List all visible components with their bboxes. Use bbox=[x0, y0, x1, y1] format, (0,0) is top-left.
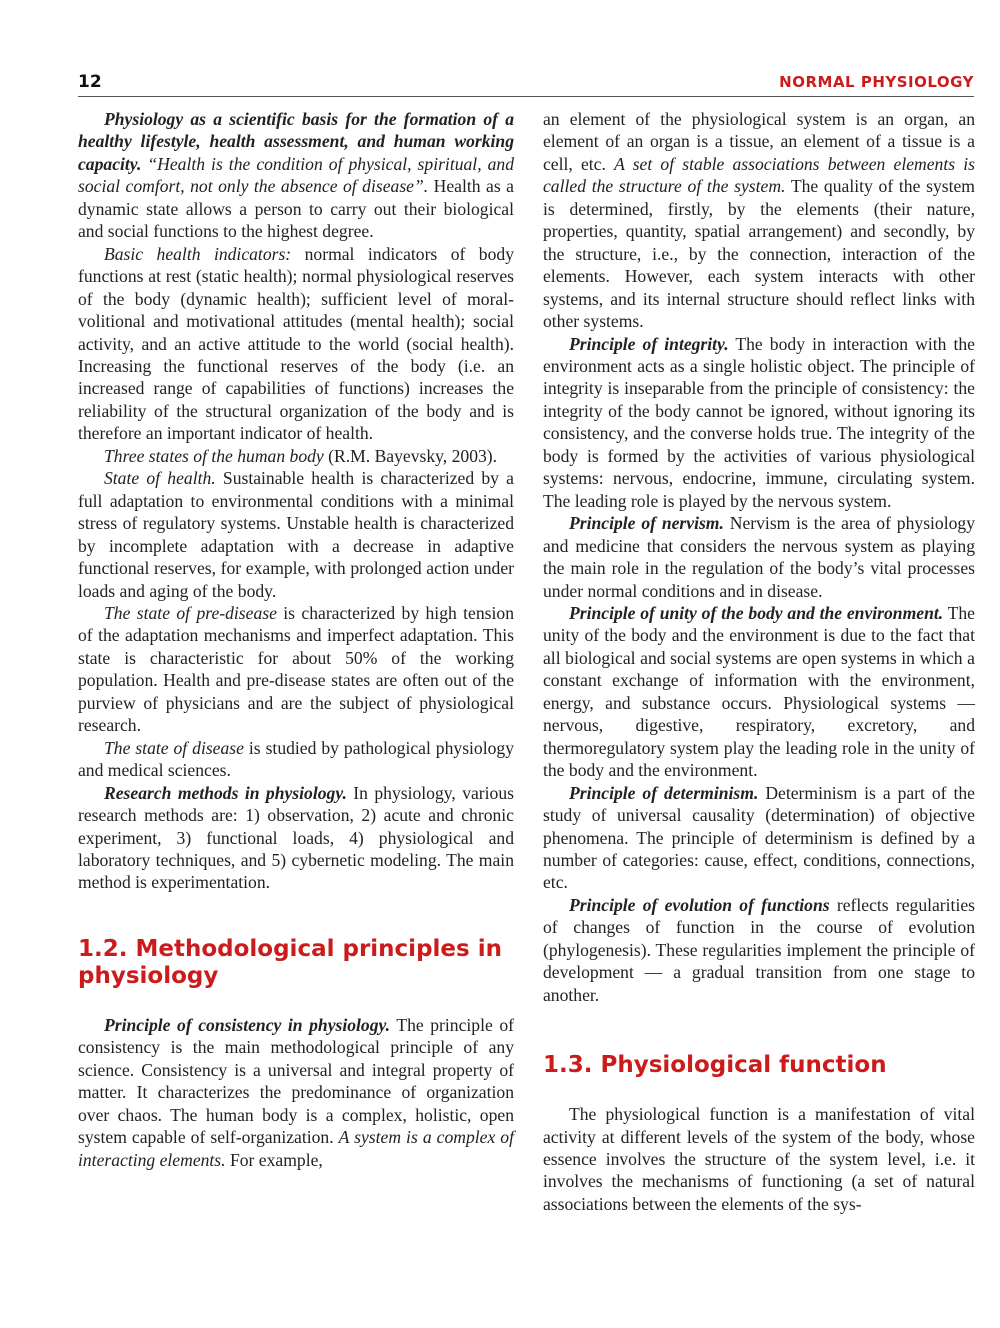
paragraph-lead: Physiology as a scientific basis for the formation of a healthy lifestyle, health assessment, and human working capacity. bbox=[78, 109, 514, 174]
paragraph-health-indicators: Basic health indicators: normal indicators of body functions at rest (static health); normal physiological reserves of the body (dynamic health); sufficient level of moral-volitional and motivational attitudes (mental health); social activity, and an active attitude to the world (social health). Increasing the functional reserves of the body (i.e. an increased range of capabilities of functions) increases the reliability of the structural organization of the body and is therefore an important indicator of health. bbox=[78, 243, 514, 444]
system-definition: A system is a complex of interacting elements. bbox=[78, 1127, 514, 1170]
running-title: NORMAL PHYSIOLOGY bbox=[779, 73, 974, 91]
paragraph-unity: Principle of unity of the body and the environment. The unity of the body and the environment is due to the fact that all biological and social systems are open systems in which a constant exchange of information with the environment, energy, and substance occurs. Physiological systems — nervous, digestive, respiratory, excretory, and thermoregulatory system play the leading role in the unity of the body and the environment. bbox=[543, 602, 975, 781]
paragraph-lead: Principle of unity of the body and the environment. bbox=[569, 602, 944, 623]
paragraph-integrity: Principle of integrity. The body in interaction with the environment acts as a single holistic object. The principle of integrity is inseparable from the principle of consistency: the integrity of the body cannot be ignored, without ignoring its consistency, and the converse holds true. The integrity of the body is formed by the activities of various physiological systems: nervous, endocrine, immune, circulating system. The leading role is played by the nervous system. bbox=[543, 333, 975, 511]
structure-definition: A set of stable associations between elements is called the structure of the system. bbox=[543, 153, 975, 197]
paragraph-physiological-function: The physiological function is a manifestation of vital activity at different levels of the system of the body, whose essence involves the structure of the system level, i.e. it involves the mechanisms of functioning (a set of natural associations between the elements of the sys- bbox=[543, 1104, 975, 1214]
section-heading-1-3: 1.3. Physiological function bbox=[543, 1052, 887, 1079]
paragraph-lead: Principle of determinism. bbox=[569, 782, 759, 803]
paragraph-disease: The state of disease is studied by pathological physiology and medical sciences. bbox=[78, 737, 515, 781]
paragraph-lead: Three states of the human body bbox=[104, 445, 324, 466]
paragraph-lead: The state of pre-disease bbox=[104, 602, 277, 623]
paragraph-lead: Basic health indicators: bbox=[104, 243, 292, 264]
health-definition-quote: “Health is the condition of physical, spiritual, and social comfort, not only the absence of disease”. bbox=[78, 153, 514, 197]
paragraph-evolution: Principle of evolution of functions reflects regularities of changes of function in the course of evolution (phylogenesis). These regularities implement the principle of development — a gradual transition from one stage to another. bbox=[543, 894, 975, 1005]
paragraph-lead: Principle of integrity. bbox=[569, 333, 729, 354]
paragraph-nervism: Principle of nervism. Nervism is the area of physiology and medicine that considers the nervous system as playing the main role in the regulation of the body’s vital processes under normal conditions and in disease. bbox=[543, 513, 976, 601]
paragraph-lead: The state of disease bbox=[104, 737, 244, 758]
paragraph-three-states: Three states of the human body (R.M. Bayevsky, 2003). bbox=[104, 445, 498, 466]
paragraph-lead: Principle of evolution of functions bbox=[569, 894, 830, 915]
paragraph-lead: Principle of nervism. bbox=[569, 513, 724, 534]
paragraph-lead: State of health. bbox=[104, 468, 216, 489]
left-column bbox=[78, 108, 514, 1171]
paragraph-determinism: Principle of determinism. Determinism is a part of the study of universal causality (determination) of objective phenomena. The principle of determinism is defined by a number of categories: cause, effect, conditions, connections, etc. bbox=[543, 782, 975, 893]
right-column bbox=[543, 108, 975, 1215]
page-number: 12 bbox=[78, 72, 102, 92]
paragraph-state-of-health: State of health. Sustainable health is characterized by a full adaptation to environmental conditions with a minimal stress of regulatory systems. Unstable health is characterized by incomplete adaptation with a decrease in adaptive functional reserves, for example, with prolonged action under loads and aging of the body. bbox=[78, 468, 514, 601]
paragraph-research-methods: Research methods in physiology. In physiology, various research methods are: 1) observation, 2) acute and chronic experiment, 3) functional loads, 4) physiological and laboratory techniques, and 5) cybernetic modeling. The main method is experimentation. bbox=[78, 782, 514, 893]
paragraph-system-elements: an element of the physiological system is an organ, an element of an organ is a tissue, an element of a tissue is a cell, etc. A set of stable associations between elements is called the structure of the system. The quality of the system is determined, firstly, by the elements (their nature, properties, quantity, spatial arrangement) and secondly, by the structure, i.e., by the connection, interaction of the elements. However, each system interacts with other systems, and its internal structure should reflect links with other systems. bbox=[543, 109, 975, 332]
paragraph-lead: Principle of consistency in physiology. bbox=[104, 1014, 391, 1035]
paragraph-consistency: Principle of consistency in physiology. The principle of consistency is the main methodological principle of any science. Consistency is a universal and integral property of matter. It characterizes the predominance of organization over chaos. The human body is a complex, holistic, open system capable of self-organization. A system is a complex of interacting elements. For example, bbox=[78, 1014, 514, 1170]
page-header bbox=[78, 72, 974, 97]
section-heading-1-2: 1.2. Methodological principles in physiology bbox=[78, 935, 502, 989]
paragraph-lead: Research methods in physiology. bbox=[104, 782, 347, 803]
paragraph-pre-disease: The state of pre-disease is characterized by high tension of the adaptation mechanisms and imperfect adaptation. This state is characteristic for about 50% of the working population. Health and pre-disease states are often out of the purview of physicians and are the subject of physiological research. bbox=[78, 602, 514, 736]
paragraph-healthy-lifestyle: Physiology as a scientific basis for the formation of a healthy lifestyle, health assessment, and human working capacity. “Health is the condition of physical, spiritual, and social comfort, not only the absence of disease”. Health as a dynamic state allows a person to carry out their biological and social functions to the highest degree. bbox=[78, 109, 514, 242]
